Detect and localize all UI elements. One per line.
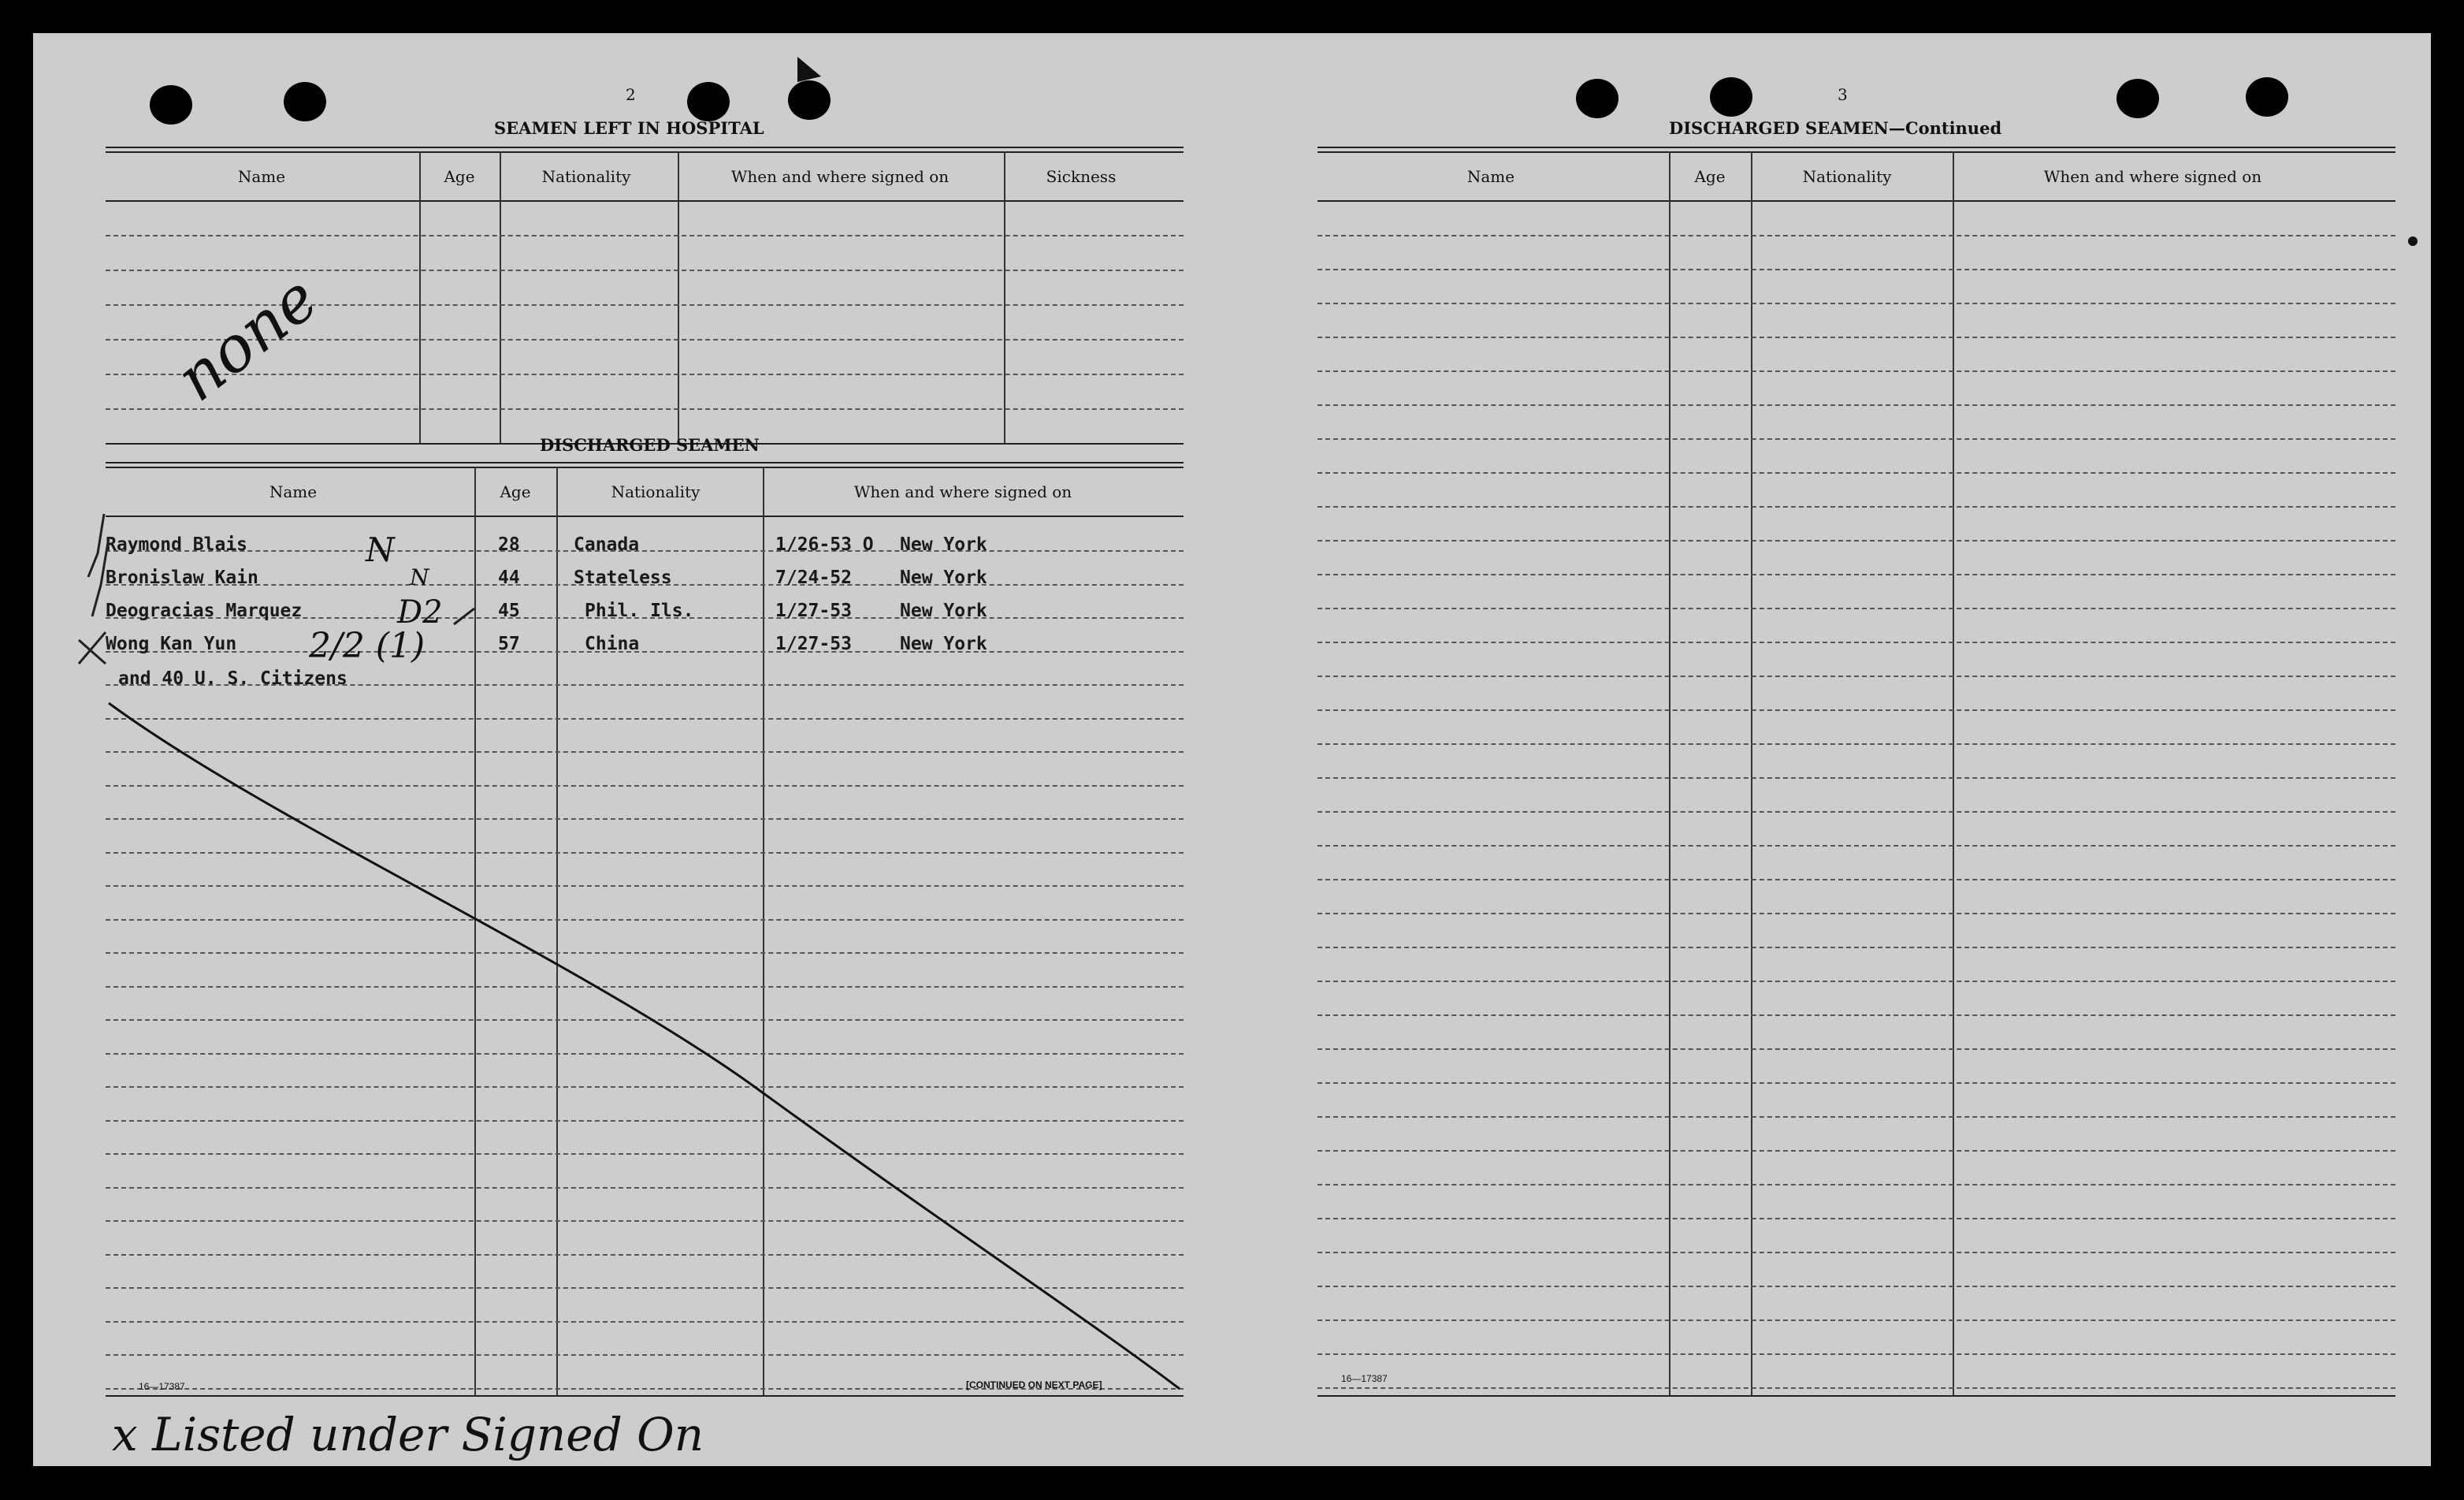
hospital-col-age: Age [444, 167, 475, 186]
continued-note: [CONTINUED ON NEXT PAGE] [966, 1379, 1102, 1390]
discharged-col-name: Name [269, 482, 318, 501]
seaman-age: 44 [498, 568, 520, 588]
seaman-name: Raymond Blais [106, 534, 248, 555]
seaman-name: Wong Kan Yun [106, 634, 237, 654]
seaman-signed-place: New York [900, 634, 987, 654]
right-page-number: 3 [1838, 85, 1848, 104]
handwritten-mark: N [366, 530, 395, 569]
discharged-section-title: DISCHARGED SEAMEN [540, 435, 760, 455]
x-mark [79, 632, 106, 664]
handwritten-mark: D2 [397, 594, 443, 631]
seaman-age: 57 [498, 634, 520, 654]
seaman-nationality: Stateless [574, 568, 672, 588]
margin-dot [2408, 236, 2418, 246]
discharged-col-signed-on: When and where signed on [853, 482, 1072, 501]
hospital-col-nationality: Nationality [541, 167, 631, 186]
handwritten-mark: N [410, 564, 429, 590]
right-section-title: DISCHARGED SEAMEN—Continued [1669, 118, 2002, 138]
left-page-number: 2 [626, 85, 636, 104]
right-form-number: 16—17387 [1341, 1373, 1388, 1384]
seaman-name: Bronislaw Kain [106, 568, 258, 588]
discharged-col-nationality: Nationality [611, 482, 701, 501]
seaman-signed-place: New York [900, 601, 987, 621]
seaman-age: 28 [498, 534, 520, 555]
left-form-number: 16—17387 [139, 1381, 185, 1392]
handwriting-overlay [33, 33, 2431, 1466]
arrow-mark [797, 57, 821, 82]
citizens-summary: and 40 U. S. Citizens [118, 668, 347, 689]
check-mark [88, 514, 104, 577]
hospital-col-name: Name [237, 167, 286, 186]
seaman-signed-date: 1/27-53 [775, 634, 852, 654]
seaman-signed-date: 7/24-52 [775, 568, 852, 588]
hospital-col-signed-on: When and where signed on [730, 167, 950, 186]
seaman-age: 45 [498, 601, 520, 621]
hospital-col-sickness: Sickness [1046, 167, 1117, 186]
seaman-signed-place: New York [900, 534, 987, 555]
right-col-age: Age [1694, 167, 1726, 186]
hospital-handwritten-note: none [162, 261, 332, 415]
check-mark [92, 538, 109, 616]
handwritten-footer: x Listed under Signed On [112, 1408, 704, 1461]
seaman-nationality: Phil. Ils. [585, 601, 694, 621]
seaman-signed-date: 1/26-53 O [775, 534, 874, 555]
seaman-nationality: Canada [574, 534, 640, 555]
right-col-nationality: Nationality [1802, 167, 1892, 186]
diagonal-strike-line [109, 703, 1180, 1389]
hospital-section-title: SEAMEN LEFT IN HOSPITAL [494, 118, 764, 138]
pen-tick [454, 609, 474, 624]
right-col-name: Name [1466, 167, 1515, 186]
document-sheet [33, 33, 2431, 1466]
handwritten-mark: 2/2 (1) [309, 626, 426, 666]
seaman-signed-date: 1/27-53 [775, 601, 852, 621]
seaman-signed-place: New York [900, 568, 987, 588]
seaman-name: Deogracias Marquez [106, 601, 303, 621]
right-col-signed-on: When and where signed on [2043, 167, 2262, 186]
seaman-nationality: China [585, 634, 640, 654]
discharged-col-age: Age [500, 482, 531, 501]
